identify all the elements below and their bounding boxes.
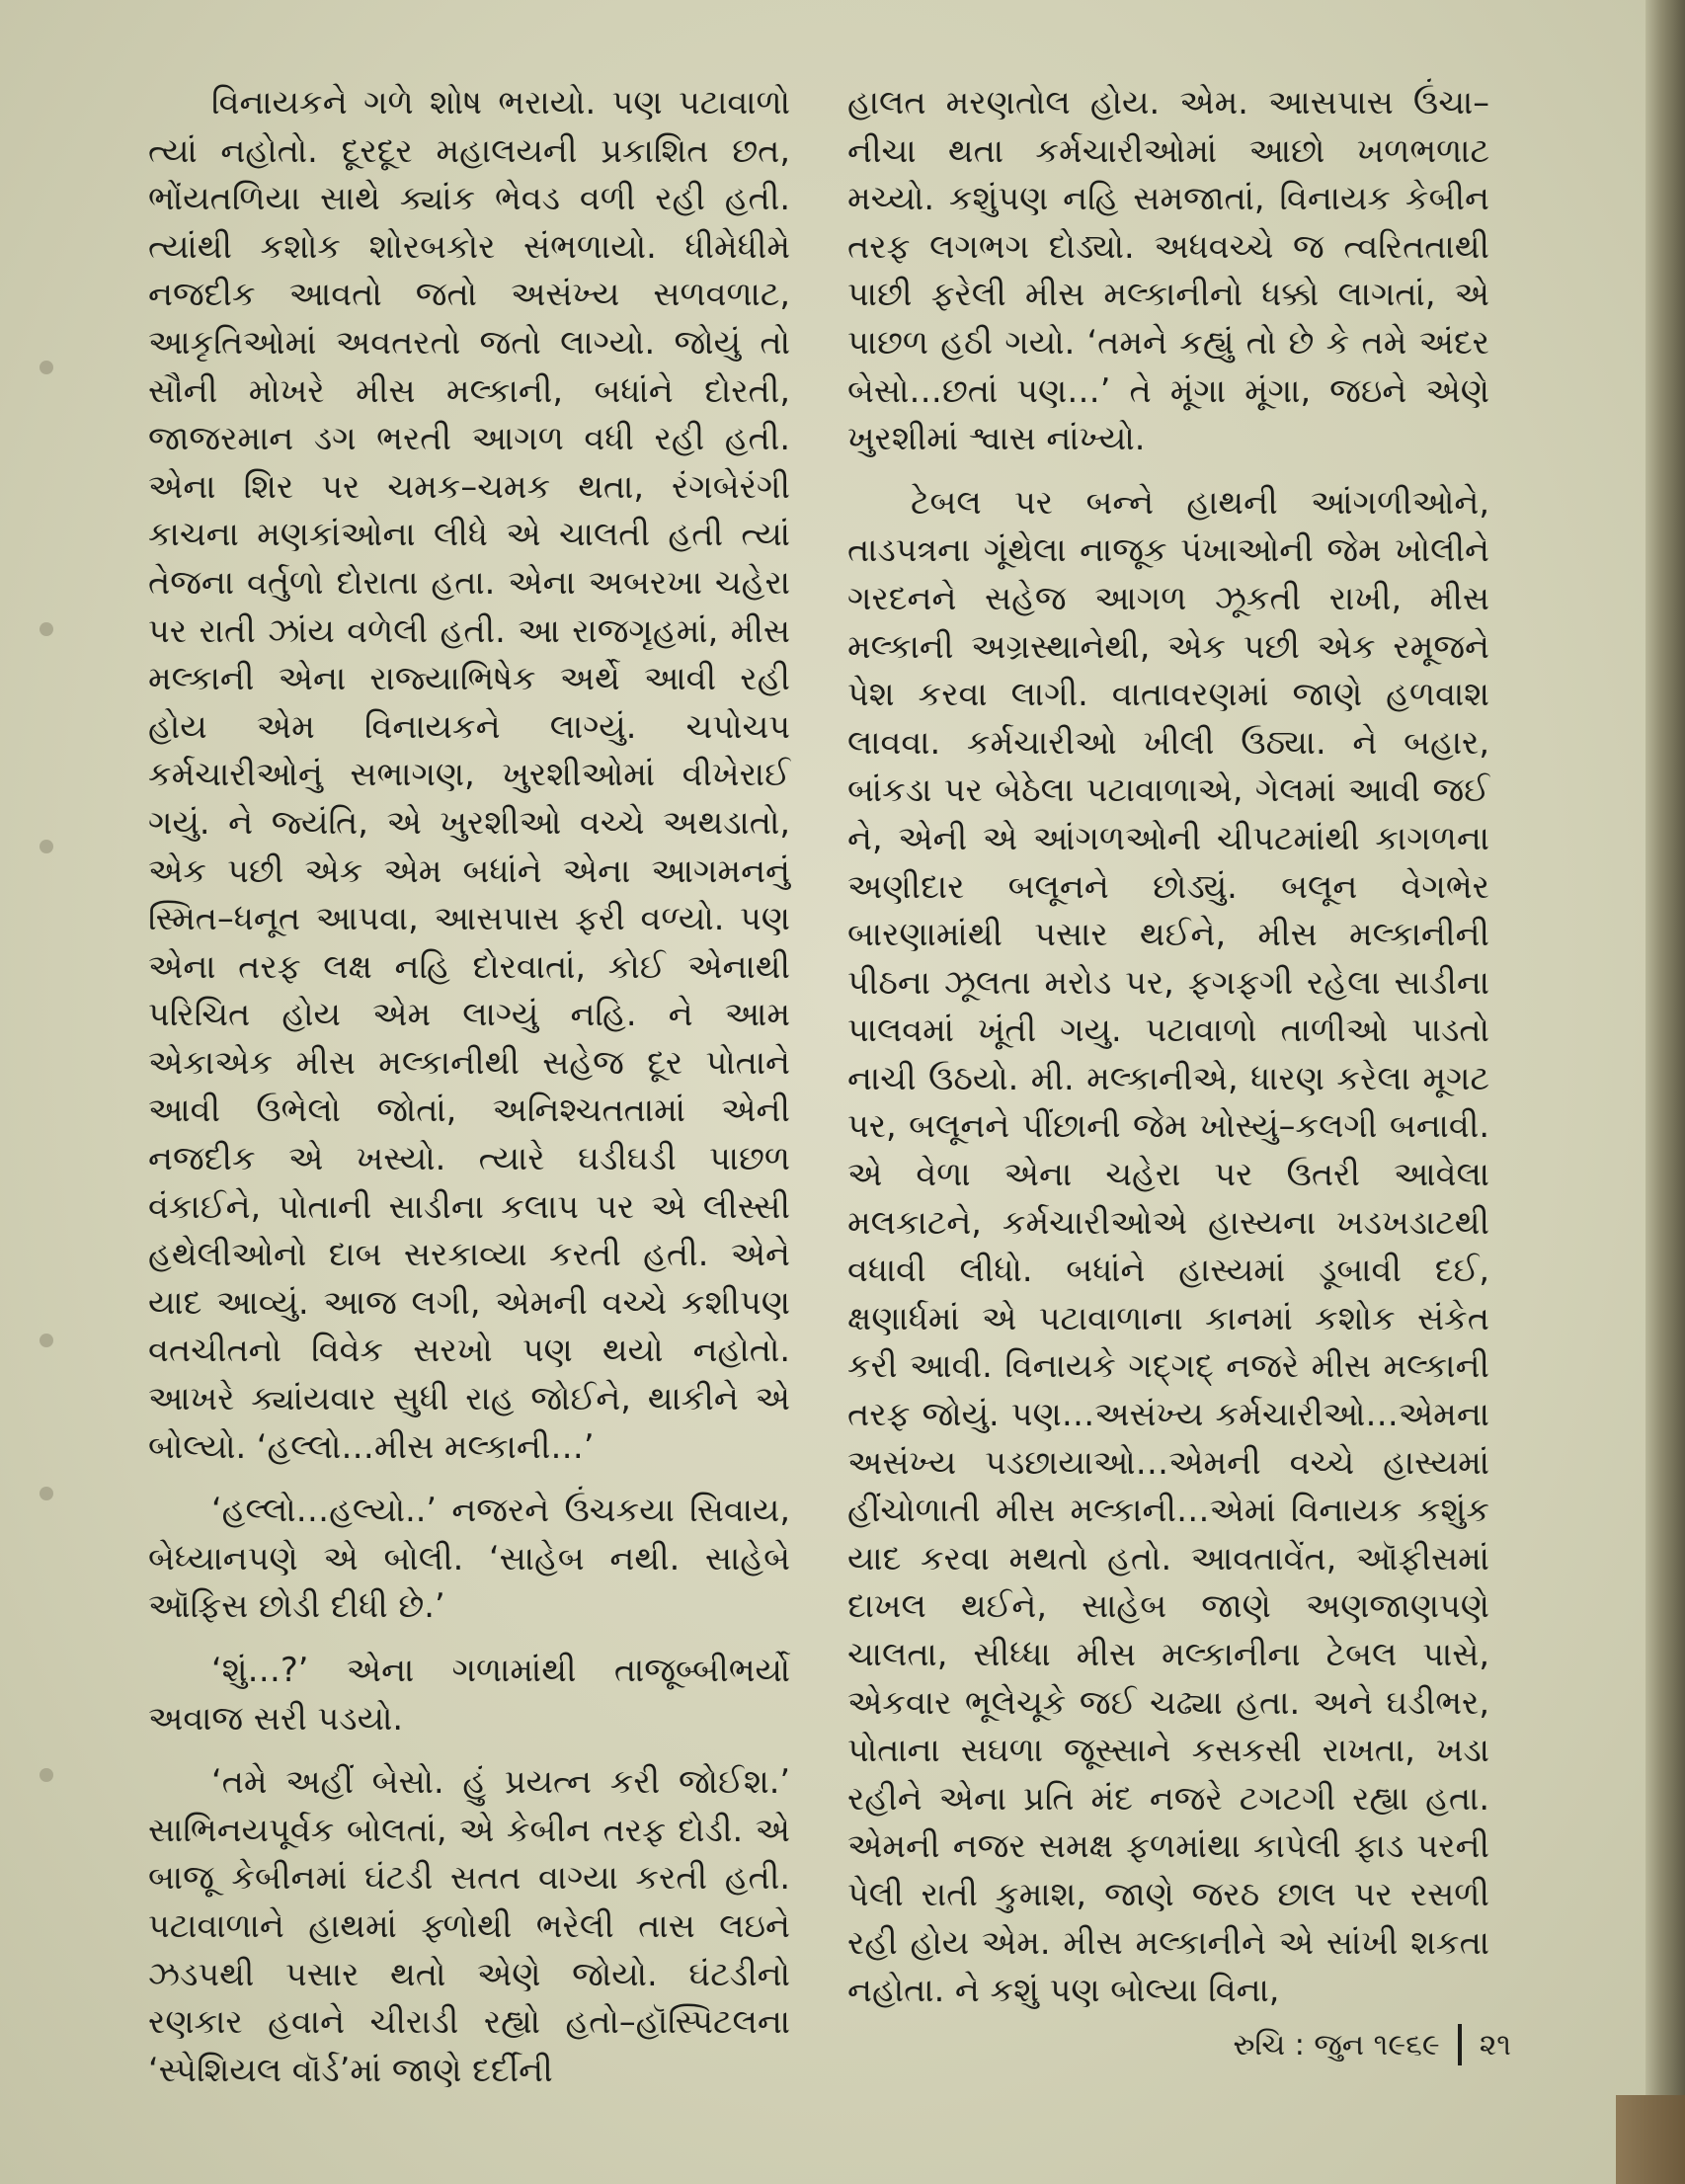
story-paragraph-continued: હાલત મરણતોલ હોય. એમ. આસપાસ ઉંચા–નીચા થતા કર્મચારીઓમાં આછો ખળભળાટ મચ્યો. કશુંપણ નહિ સમજાતાં, વિનાયક કેબીન તરફ લગભગ દોડ્યો. અધવચ્ચે જ ત્વરિતતાથી પાછી ફરેલી મીસ મલ્કાનીનો ધક્કો લાગતાં, એ પાછળ હઠી ગયો. ‘તમને કહ્યું તો છે કે તમે અંદર બેસો…છતાં પણ…’ તે મૂંગા મૂંગા, જઇને એણે ખુરશીમાં શ્વાસ નાંખ્યો. — [847, 83, 1489, 458]
page-number: ૨૧ — [1479, 2027, 1511, 2063]
story-paragraph: વિનાયકને ગળે શોષ ભરાયો. પણ પટાવાળો ત્યાં નહોતો. દૂરદૂર મહાલયની પ્રકાશિત છત, ભોંયતળિયા સાથે ક્યાંક ભેવડ વળી રહી હતી. ત્યાંથી કશોક શોરબકોર સંભળાયો. ધીમેધીમે નજદીક આવતો જતો અસંખ્ય સળવળાટ, આકૃતિઓમાં અવતરતો જતો લાગ્યો. જોયું તો સૌની મોખરે મીસ મલ્કાની, બધાંને દોરતી, જાજરમાન ડગ ભરતી આગળ વધી રહી હતી. એના શિર પર ચમક–ચમક થતા, રંગબેરંગી કાચના મણકાંઓના લીધે એ ચાલતી હતી ત્યાં તેજના વર્તુળો દોરાતા હતા. એના અબરખા ચહેરા પર રાતી ઝાંય વળેલી હતી. આ રાજગૃહમાં, મીસ મલ્કાની એના રાજ્યાભિષેક અર્થે આવી રહી હોય એમ વિનાયકને લાગ્યું. ચપોચપ કર્મચારીઓનું સભાગણ, ખુરશીઓમાં વીખેરાઈ ગયું. ને જ્યંતિ, એ ખુરશીઓ વચ્ચે અથડાતો, એક પછી એક એમ બધાંને એના આગમનનું સ્મિત–ધનૂત આપવા, આસપાસ ફરી વળ્યો. પણ એના તરફ લક્ષ નહિ દોરવાતાં, કોઈ એનાથી પરિચિત હોય એમ લાગ્યું નહિ. ને આમ એકાએક મીસ મલ્કાનીથી સહેજ દૂર પોતાને આવી ઉભેલો જોતાં, અનિશ્ચતતામાં એની નજદીક એ ખસ્યો. ત્યારે ઘડીઘડી પાછળ વંકાઈને, પોતાની સાડીના કલાપ પર એ લીસ્સી હથેલીઓનો દાબ સરકાવ્યા કરતી હતી. એને યાદ આવ્યું. આજ લગી, એમની વચ્ચે કશીપણ વતચીતનો વિવેક સરખો પણ થયો નહોતો. આખરે ક્યાંયવાર સુધી રાહ જોઈને, થાકીને એ બોલ્યો. ‘હલ્લો…મીસ મલ્કાની…’ — [148, 83, 790, 1466]
story-paragraph: ટેબલ પર બન્ને હાથની આંગળીઓને, તાડપત્રના ગૂંથેલા નાજૂક પંખાઓની જેમ ખોલીને ગરદનને સહેજ આગળ ઝૂકતી રાખી, મીસ મલ્કાની અગ્રસ્થાનેથી, એક પછી એક રમૂજને પેશ કરવા લાગી. વાતાવરણમાં જાણે હળવાશ લાવવા. કર્મચારીઓ ખીલી ઉઠ્યા. ને બહાર, બાંકડા પર બેઠેલા પટાવાળાએ, ગેલમાં આવી જઈ ને, એની એ આંગળઓની ચીપટમાંથી કાગળના અણીદાર બલૂનને છોડ્યું. બલૂન વેગભેર બારણામાંથી પસાર થઈને, મીસ મલ્કાનીની પીઠના ઝૂલતા મરોડ પર, ફગફગી રહેલા સાડીના પાલવમાં ખૂંતી ગયુ. પટાવાળો તાળીઓ પાડતો નાચી ઉઠયો. મી. મલ્કાનીએ, ધારણ કરેલા મૂગટ પર, બલૂનને પીંછાની જેમ ખોસ્યું–કલગી બનાવી. એ વેળા એના ચહેરા પર ઉતરી આવેલા મલકાટને, કર્મચારીઓએ હાસ્યના ખડખડાટથી વધાવી લીધો. બધાંને હાસ્યમાં ડૂબાવી દઈ, ક્ષણાર્ધમાં એ પટાવાળાના કાનમાં કશોક સંકેત કરી આવી. વિનાયકે ગદ્ગદ્ નજરે મીસ મલ્કાની તરફ જોયું. પણ…અસંખ્ય કર્મચારીઓ…એમના અસંખ્ય પડછાયાઓ…એમની વચ્ચે હાસ્યમાં હીંચોળાતી મીસ મલ્કાની…એમાં વિનાયક કશુંક યાદ કરવા મથતો હતો. આવતાવેંત, ઑફીસમાં દાખલ થઈને, સાહેબ જાણે અણજાણપણે ચાલતા, સીધ્ધા મીસ મલ્કાનીના ટેબલ પાસે, એકવાર ભૂલેચૂકે જઈ ચઢ્યા હતા. અને ઘડીભર, પોતાના સઘળા જૂસ્સાને કસકસી રાખતા, ખડા રહીને એના પ્રતિ મંદ નજરે ટગટગી રહ્યા હતા. એમની નજર સમક્ષ ફળમાંથા કાપેલી ફાડ પરની પેલી રાતી કુમાશ, જાણે જરઠ છાલ પર રસળી રહી હોય એમ. મીસ મલ્કાનીને એ સાંખી શકતા નહોતા. ને કશું પણ બોલ્યા વિના, — [847, 482, 1489, 2010]
footer-divider — [1458, 2024, 1462, 2065]
page-footer — [1156, 2020, 1511, 2069]
story-paragraph: ‘તમે અહીં બેસો. હું પ્રયત્ન કરી જોઈશ.’ સાભિનયપૂર્વક બોલતાં, એ કેબીન તરફ દોડી. એ બાજૂ કેબીનમાં ઘંટડી સતત વાગ્યા કરતી હતી. પટાવાળાને હાથમાં ફ્ળોથી ભરેલી તાસ લઇને ઝડપથી પસાર થતો એણે જોયો. ઘંટડીનો રણકાર હવાને ચીરાડી રહ્યો હતો–હૉસ્પિટલના ‘સ્પેશિયલ વૉર્ડ’માં જાણે દર્દીની — [148, 1762, 790, 2089]
binding-hole — [40, 622, 53, 636]
binding-hole — [40, 361, 53, 374]
binding-hole — [40, 840, 53, 853]
magazine-issue-label: રુચિ : જુન ૧૯૬૯ — [1233, 2027, 1440, 2063]
story-paragraph: ‘શું…?’ એના ગળામાંથી તાજૂબ્બીભર્યો અવાજ સરી પડયો. — [148, 1651, 790, 1738]
page-binding-corner — [1616, 2095, 1685, 2184]
binding-hole — [40, 1768, 53, 1782]
binding-hole — [40, 1487, 53, 1500]
story-paragraph: ‘હલ્લો…હલ્યો..’ નજરને ઉંચકયા સિવાય, બેધ્યાનપણે એ બોલી. ‘સાહેબ નથી. સાહેબે ઑફિસ છોડી દીધી છે.’ — [148, 1491, 790, 1626]
right-text-column — [847, 79, 1489, 2031]
left-text-column — [148, 79, 790, 2110]
binding-hole — [40, 1334, 53, 1347]
page-binding-edge — [1645, 0, 1685, 2184]
